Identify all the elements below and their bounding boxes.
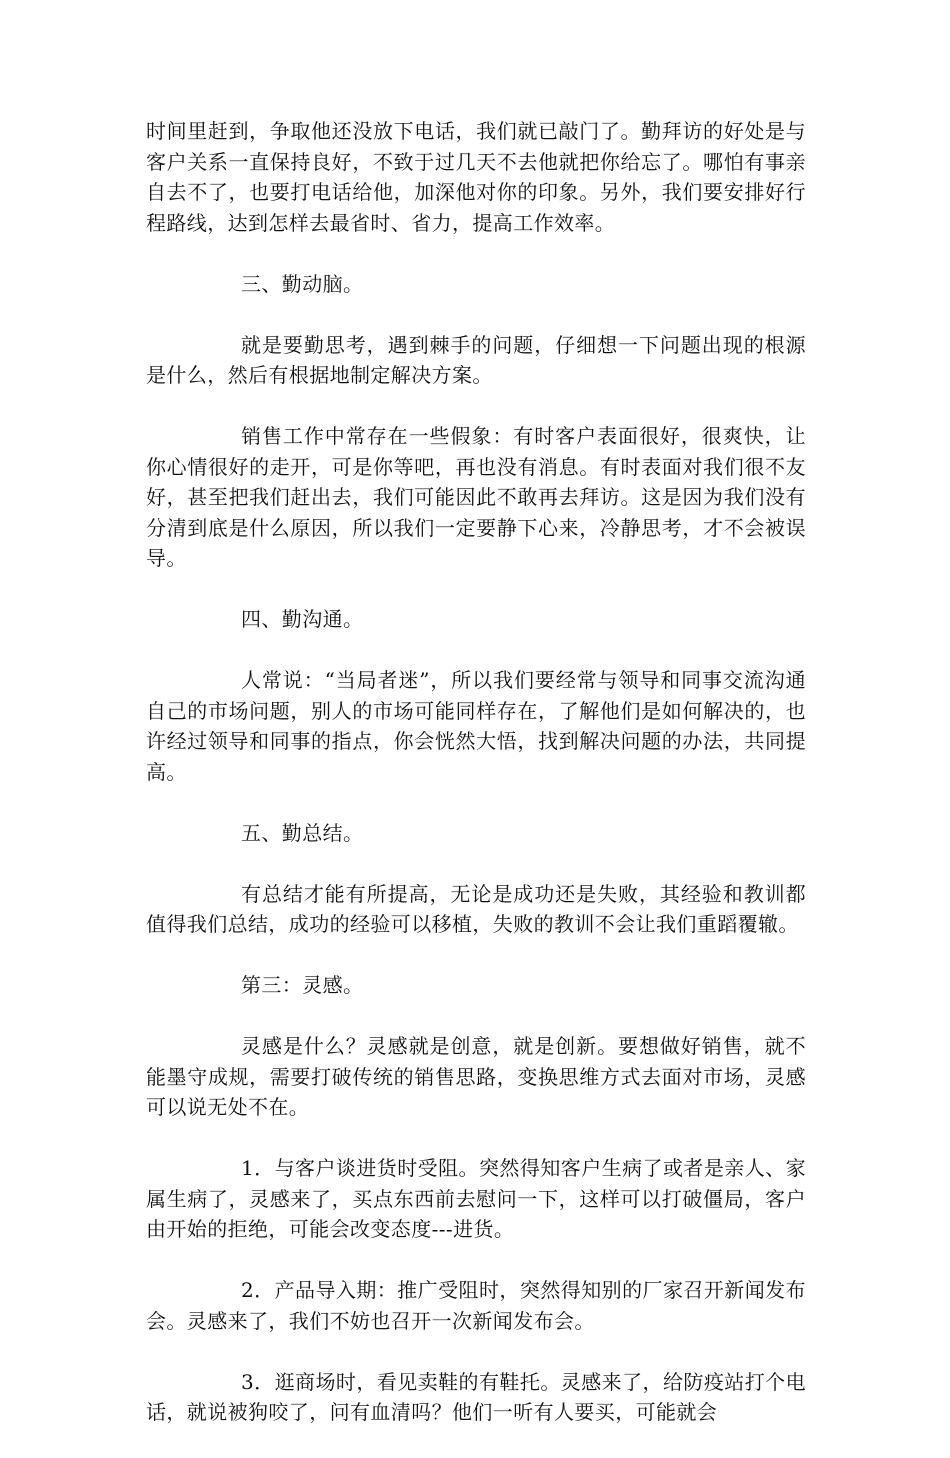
section-heading: 第三：灵感。: [241, 973, 364, 997]
paragraph: 销售工作中常存在一些假象：有时客户表面很好，很爽快，让你心情很好的走开，可是你等吧，再也没有消息。有时表面对我们很不友好，甚至把我们赶出去，我们可能因此不敢再去拜访。这是因为我们没有分清到底是什么原因，所以我们一定要静下心来，冷静思考，才不会被误导。: [146, 424, 806, 570]
section-heading: 五、勤总结。: [241, 820, 364, 845]
section-heading: 四、勤沟通。: [241, 607, 364, 631]
list-item: 3．逛商场时，看见卖鞋的有鞋托。灵感来了，给防疫站打个电话，就说被狗咬了，问有血清吗？他们一听有人要买，可能就会: [146, 1369, 806, 1424]
list-item: 1．与客户谈进货时受阻。突然得知客户生病了或者是亲人、家属生病了，灵感来了，买点东西前去慰问一下，这样可以打破僵局，客户由开始的拒绝，可能会改变态度---进货。: [146, 1156, 806, 1241]
paragraph: 人常说：“当局者迷”，所以我们要经常与领导和同事交流沟通自己的市场问题，别人的市场可能同样存在，了解他们是如何解决的，也许经过领导和同事的指点，你会恍然大悟，找到解决问题的办法，共同提高。: [146, 668, 806, 784]
paragraph: 就是要勤思考，遇到棘手的问题，仔细想一下问题出现的根源是什么，然后有根据地制定解决方案。: [146, 332, 806, 387]
list-item: 2．产品导入期：推广受阻时，突然得知别的厂家召开新闻发布会。灵感来了，我们不妨也召开一次新闻发布会。: [146, 1278, 806, 1333]
document-body: [146, 116, 806, 1458]
section-heading: 三、勤动脑。: [241, 271, 364, 296]
paragraph: 时间里赶到，争取他还没放下电话，我们就已敲门了。勤拜访的好处是与客户关系一直保持良好，不致于过几天不去他就把你给忘了。哪怕有事亲自去不了，也要打电话给他，加深他对你的印象。另外，我们要安排好行程路线，达到怎样去最省时、省力，提高工作效率。: [146, 119, 806, 235]
paragraph: 有总结才能有所提高，无论是成功还是失败，其经验和教训都值得我们总结，成功的经验可以移植，失败的教训不会让我们重蹈覆辙。: [146, 881, 806, 936]
paragraph: 灵感是什么？灵感就是创意，就是创新。要想做好销售，就不能墨守成规，需要打破传统的销售思路，变换思维方式去面对市场，灵感可以说无处不在。: [146, 1034, 806, 1119]
